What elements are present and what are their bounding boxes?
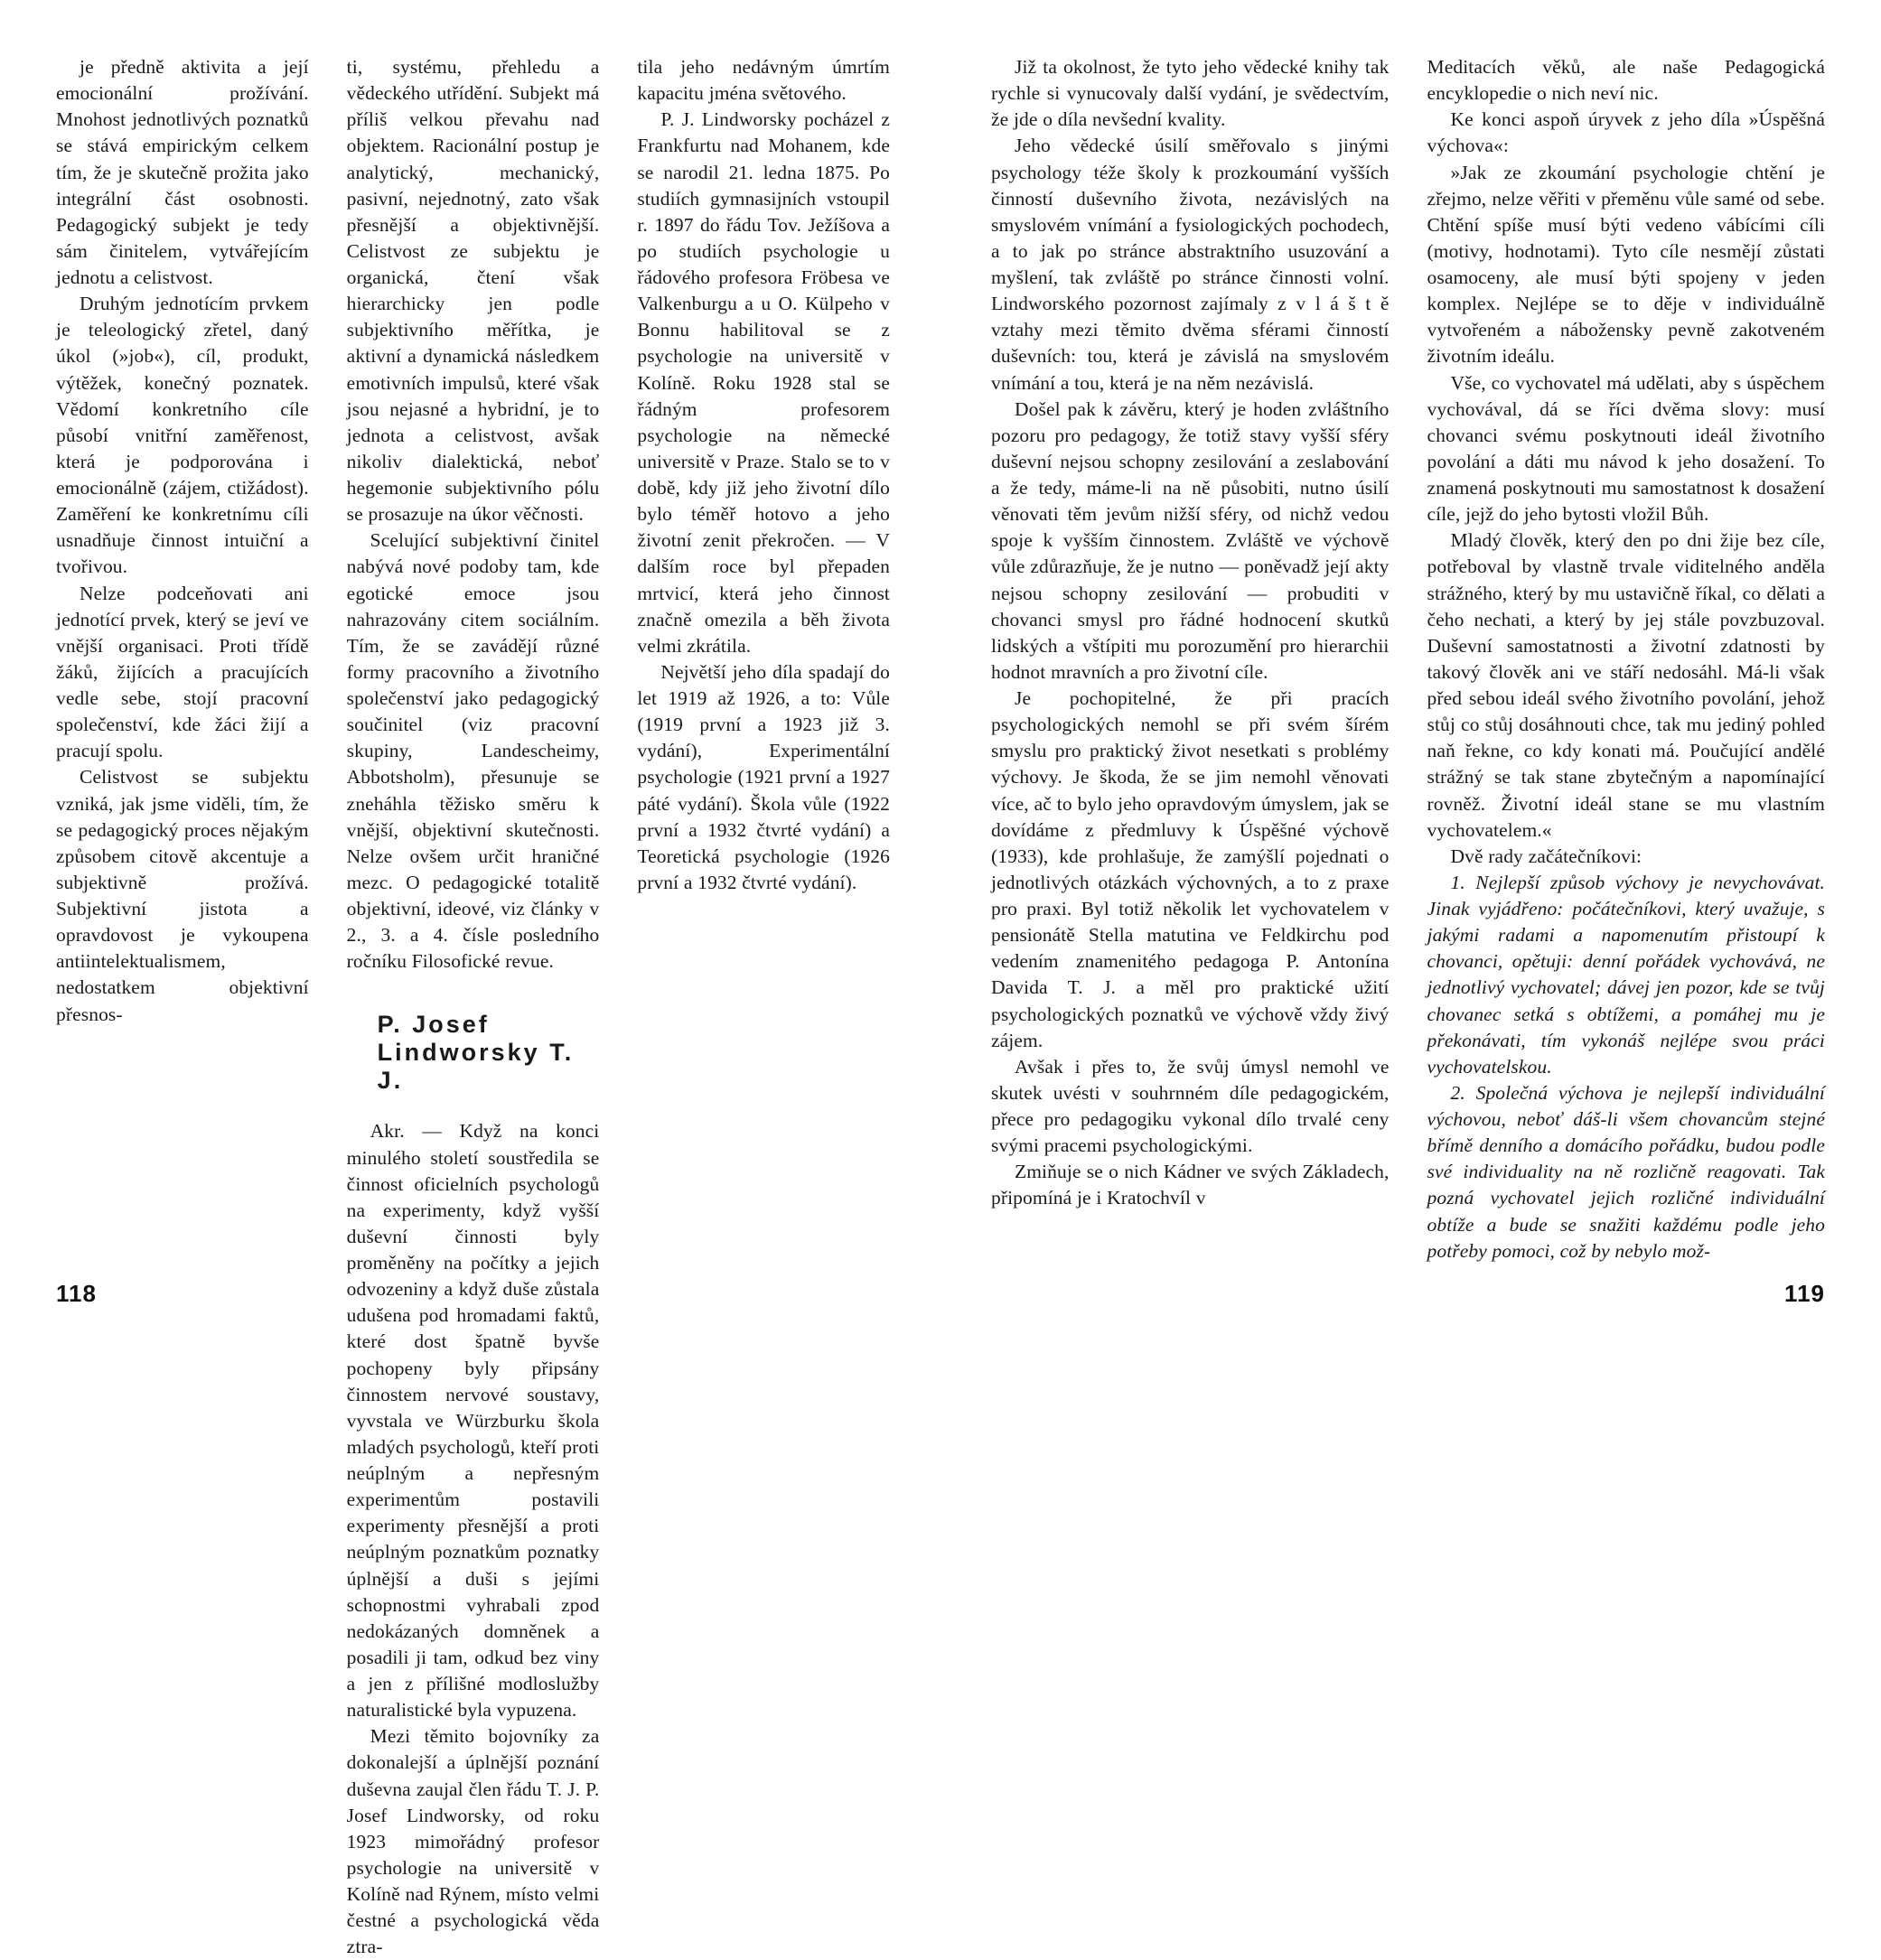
page-118-column-3 <box>637 54 890 1237</box>
paragraph: Avšak i přes to, že svůj úmysl nemohl ve skutek uvésti v souhrnném díle pedagogickém, přece pro pedagogiku vykonal dílo trvalé ceny svými pracemi psychologickými. <box>991 1055 1390 1157</box>
paragraph: Mezi těmito bojovníky za dokonalejší a úplnější poznání duševna zaujal člen řádu T. J. P. Josef Lindworsky, od roku 1923 mimořádný profesor psychologie na universitě v Kolíně nad Rýnem, místo velmi čestné a psychologická věda ztra- <box>346 1725 600 1958</box>
paragraph: tila jeho nedávným úmrtím kapacitu jména světového. <box>637 56 891 105</box>
paragraph: ti, systému, přehledu a vědeckého utřídění. Subjekt má příliš velkou převahu nad objektem. Racionální postup je analytický, mechanický, pasivní, nejednotný, zato však přesnější a objektivnější. Celistvost ze subjektu je organická, čtení však hierarchicky jen podle subjektivního měřítka, je aktivní a dynamická následkem emotivních impulsů, které však jsou nejasné a hybridní, je to jednota a celistvost, avšak nikoliv dialektická, neboť hegemonie subjektivního pólu se prosazuje na úkor věčnosti. <box>346 56 600 526</box>
paragraph-italic: 2. Společná výchova je nejlepší individuální výchovou, neboť dáš-li všem chovancům stejné břímě denního a domácího pořádku, budou podle své individuality na ně rozličně reagovati. Tak pozná vychovatel jejich rozličné individuální obtíže a bude se snažiti každému podle jeho potřeby pomoci, což by nebylo mož- <box>1427 1081 1825 1262</box>
paragraph: Je pochopitelné, že při pracích psychologických nemohl se při svém šírém smyslu pro praktický život nesetkati s problémy výchovy. Je škoda, že se jim nemohl věnovati více, ač to bylo jeho opravdovým úmyslem, jak se dovídáme z předmluvy k Úspěšné výchově (1933), kde prohlašuje, že zamýšlí pojednati o jednotlivých otázkách výchovných, a to z praxe pro praxi. Byl totiž několik let vychovatelem v pensionátě Stella matutina ve Feldkirchu pod vedením znamenitého pedagoga P. Antonína Davida T. J. a měl pro praktické užití psychologických poznatků ve výchově vždy živý zájem. <box>991 687 1390 1051</box>
paragraph: Došel pak k závěru, který je hoden zvláštního pozoru pro pedagogy, že totiž stavy vyšší sféry duševní nejsou schopny zesilování a zeslabování a že tedy, máme-li na ně působiti, nutno úsilí věnovati těm jevům nižší sféry, od nichž vedou spoje k vyšším činnostem. Zvláště ve výchově vůle zdůrazňuje, že je nutno — poněvadž její akty nejsou schopny zesilování — probuditi v chovanci smysl pro řádné hodnocení skutků lidských a vštípiti mu porozumění pro hierarchii hodnot mravních a pro životní cíle. <box>991 397 1390 683</box>
paragraph-italic: 1. Nejlepší způsob výchovy je nevychovávat. Jinak vyjádřeno: počátečníkovi, který uvažuje, s jakými radami a napomenutím přistoupí k chovanci, opětuji: denní pořádek vychovává, ne jednotlivý vychovatel; dávej jen pozor, kde se tvůj chovanec setká s obtížemi, a pomáhej mu je překonávati, tím vykonáš nejlépe svou práci vychovatelskou. <box>1427 871 1825 1078</box>
paragraph: Scelující subjektivní činitel nabývá nové podoby tam, kde egotické emoce jsou nahrazovány citem sociálním. Tím, že se zavádějí různé formy pracovního a životního společenství jako pedagogický součinitel (viz pracovní skupiny, Landescheimy, Abbotsholm), přesunuje se zneháhla těžisko směru k vnější, objektivní skutečnosti. Nelze ovšem určit hraničné mezc. O pedagogické totalitě objektivní, ideové, viz články v 2., 3. a 4. čísle posledního ročníku Filosofické revue. <box>346 529 600 973</box>
paragraph: Dvě rady začátečníkovi: <box>1450 845 1642 867</box>
paragraph: Nelze podceňovati ani jednotící prvek, který se jeví ve vnější organisaci. Proti třídě žáků, žijících a pracujících vedle sebe, stojí pracovní společenství, kde žáci žijí a pracují spolu. <box>56 582 309 762</box>
paragraph: Meditacích věků, ale naše Pedagogická encyklopedie o nich neví nic. <box>1427 56 1825 105</box>
paragraph: Zmiňuje se o nich Kádner ve svých Základech, připomíná je i Kratochvíl v <box>991 1161 1390 1209</box>
paragraph: Celistvost se subjektu vzniká, jak jsme viděli, tím, že se pedagogický proces nějakým způsobem citově akcentuje a subjektivně prožívá. Subjektivní jistota a opravdovost je vykoupena antiintelektualismem, nedostatkem objektivní přesnos- <box>56 766 309 1025</box>
paragraph: P. J. Lindworsky pocházel z Frankfurtu nad Mohanem, kde se narodil 21. ledna 1875. Po studiích gymnasijních vstoupil r. 1897 do řádu Tov. Ježíšova a po studiích psychologie u řádového profesora Fröbesa ve Valkenburgu a u O. Külpeho v Bonnu habilitoval se z psychologie na universitě v Kolíně. Roku 1928 stal se řádným profesorem psychologie na německé universitě v Praze. Stalo se to v době, kdy již jeho životní dílo bylo téměř hotovo a jeho životní zenit překročen. — V dalším roce byl přepaden mrtvicí, která jeho činnost značně omezila a běh života velmi zkrátila. <box>637 108 891 657</box>
page-118 <box>0 0 940 1958</box>
page-number-left: 118 <box>56 1280 97 1307</box>
page-119-column-1 <box>991 54 1390 1237</box>
page-119-columns <box>991 54 1825 1262</box>
paragraph: Již ta okolnost, že tyto jeho vědecké knihy tak rychle si vynucovaly další vydání, je svědectvím, že jde o díla nevšední kvality. <box>991 56 1390 131</box>
paragraph: Mladý člověk, který den po dni žije bez cíle, potřeboval by vlastně trvale viditelného anděla strážného, který by mu ustavičně říkal, co dělati a čeho nechati, a který by jej stále povzbuzoval. Duševní samostatnosti a životní zdatnosti by takový člověk ani ve stáří nedosáhl. Má-li však před sebou ideál svého životního povolání, jehož stůj co stůj dosáhnouti chce, tak mu jediný pohled naň řekne, co kdy konati má. Poučující andělé strážný se tak stane zbytečným a napomínající rovněž. Životní ideál stane se mu vlastním vychovatelem.« <box>1427 529 1825 841</box>
page-118-column-2 <box>346 54 600 1958</box>
page-119-column-2 <box>1427 54 1826 1262</box>
paragraph: Jeho vědecké úsilí směřovalo s jinými psychology téže školy k prozkoumání vyšších činností duševního života, nezávislých na smyslovém vnímání a fysiologických pochodech, a to jak po stránce abstraktního usuzování a myšlení, tak zvláště po stránce činnosti volní. Lindworského pozornost zajímaly z v l á š t ě vztahy mezi těmito dvěma sférami činností duševních: tou, která je závislá na smyslovém vnímání a tou, která je na něm nezávislá. <box>991 135 1390 394</box>
page-119 <box>940 0 1881 1355</box>
section-heading: P. Josef Lindworsky T. J. <box>377 1011 575 1095</box>
paragraph: Akr. — Když na konci minulého století soustředila se činnost oficielních psychologů na experimenty, když vyšší duševní činnosti byly proměněny na počítky a jejich odvozeniny a když duše zůstala udušena pod hromadami faktů, které dost špatně byvše pochopeny byly připsány činnostem nervové soustavy, vyvstala ve Würzburku škola mladých psychologů, kteří proti neúplným a nepřesným experimentům postavili experimenty přesnější a proti neúplným poznatkům poznatky úplnější a duši s jejími schopnostmi vyhrabali zpod nedokázaných domněnek a posadili ji tam, odkud bez viny a jen z přílišné modloslužby naturalistické byla vypuzena. <box>346 1120 600 1722</box>
paragraph: »Jak ze zkoumání psychologie chtění je zřejmo, nelze věřiti v přeměnu vůle samé od sebe. Chtění spíše musí býti vedeno vábícími cíli (motivy, hodnotami). Tyto cíle nesmějí zůstati osamoceny, ale musí býti spojeny v jeden komplex. Nejlépe se to děje v individuálně vytvořeném a nábožensky pevně zakotveném životním ideálu. <box>1427 161 1825 368</box>
paragraph: Druhým jednotícím prvkem je teleologický zřetel, daný úkol (»job«), cíl, produkt, výtěžek, konečný poznatek. Vědomí konkretního cíle působí vnitřní zaměřenost, která je podporována i emocionálně (zájem, ctižádost). Zaměření ke konkretnímu cíli usnadňuje činnost intuiční a tvořivou. <box>56 293 309 578</box>
paragraph: Vše, co vychovatel má udělati, aby s úspěchem vychovával, dá se říci dvěma slovy: musí chovanci svému poskytnouti ideál životního povolání a dáti mu návod k jeho dosažení. To znamená poskytnouti mu samostatnost k dosažení cíle, jejž do jeho bytosti vložil Bůh. <box>1427 371 1825 526</box>
paragraph: je předně aktivita a její emocionální prožívání. Mnohost jednotlivých poznatků se stává empirickým celkem tím, že je skutečně prožita jako integrální část osobnosti. Pedagogický subjekt je tedy sám činitelem, vytvářejícím jednotu a celistvost. <box>56 56 309 288</box>
page-number-right: 119 <box>1784 1280 1825 1307</box>
paragraph: Ke konci aspoň úryvek z jeho díla »Úspěšná výchova«: <box>1427 108 1825 157</box>
paragraph: Největší jeho díla spadají do let 1919 až 1926, a to: Vůle (1919 první a 1923 již 3. vydání), Experimentální psychologie (1921 první a 1927 páté vydání). Škola vůle (1922 první a 1932 čtvrté vydání) a Teoretická psychologie (1926 první a 1932 čtvrté vydání). <box>637 660 891 893</box>
page-118-column-1 <box>56 54 309 1237</box>
